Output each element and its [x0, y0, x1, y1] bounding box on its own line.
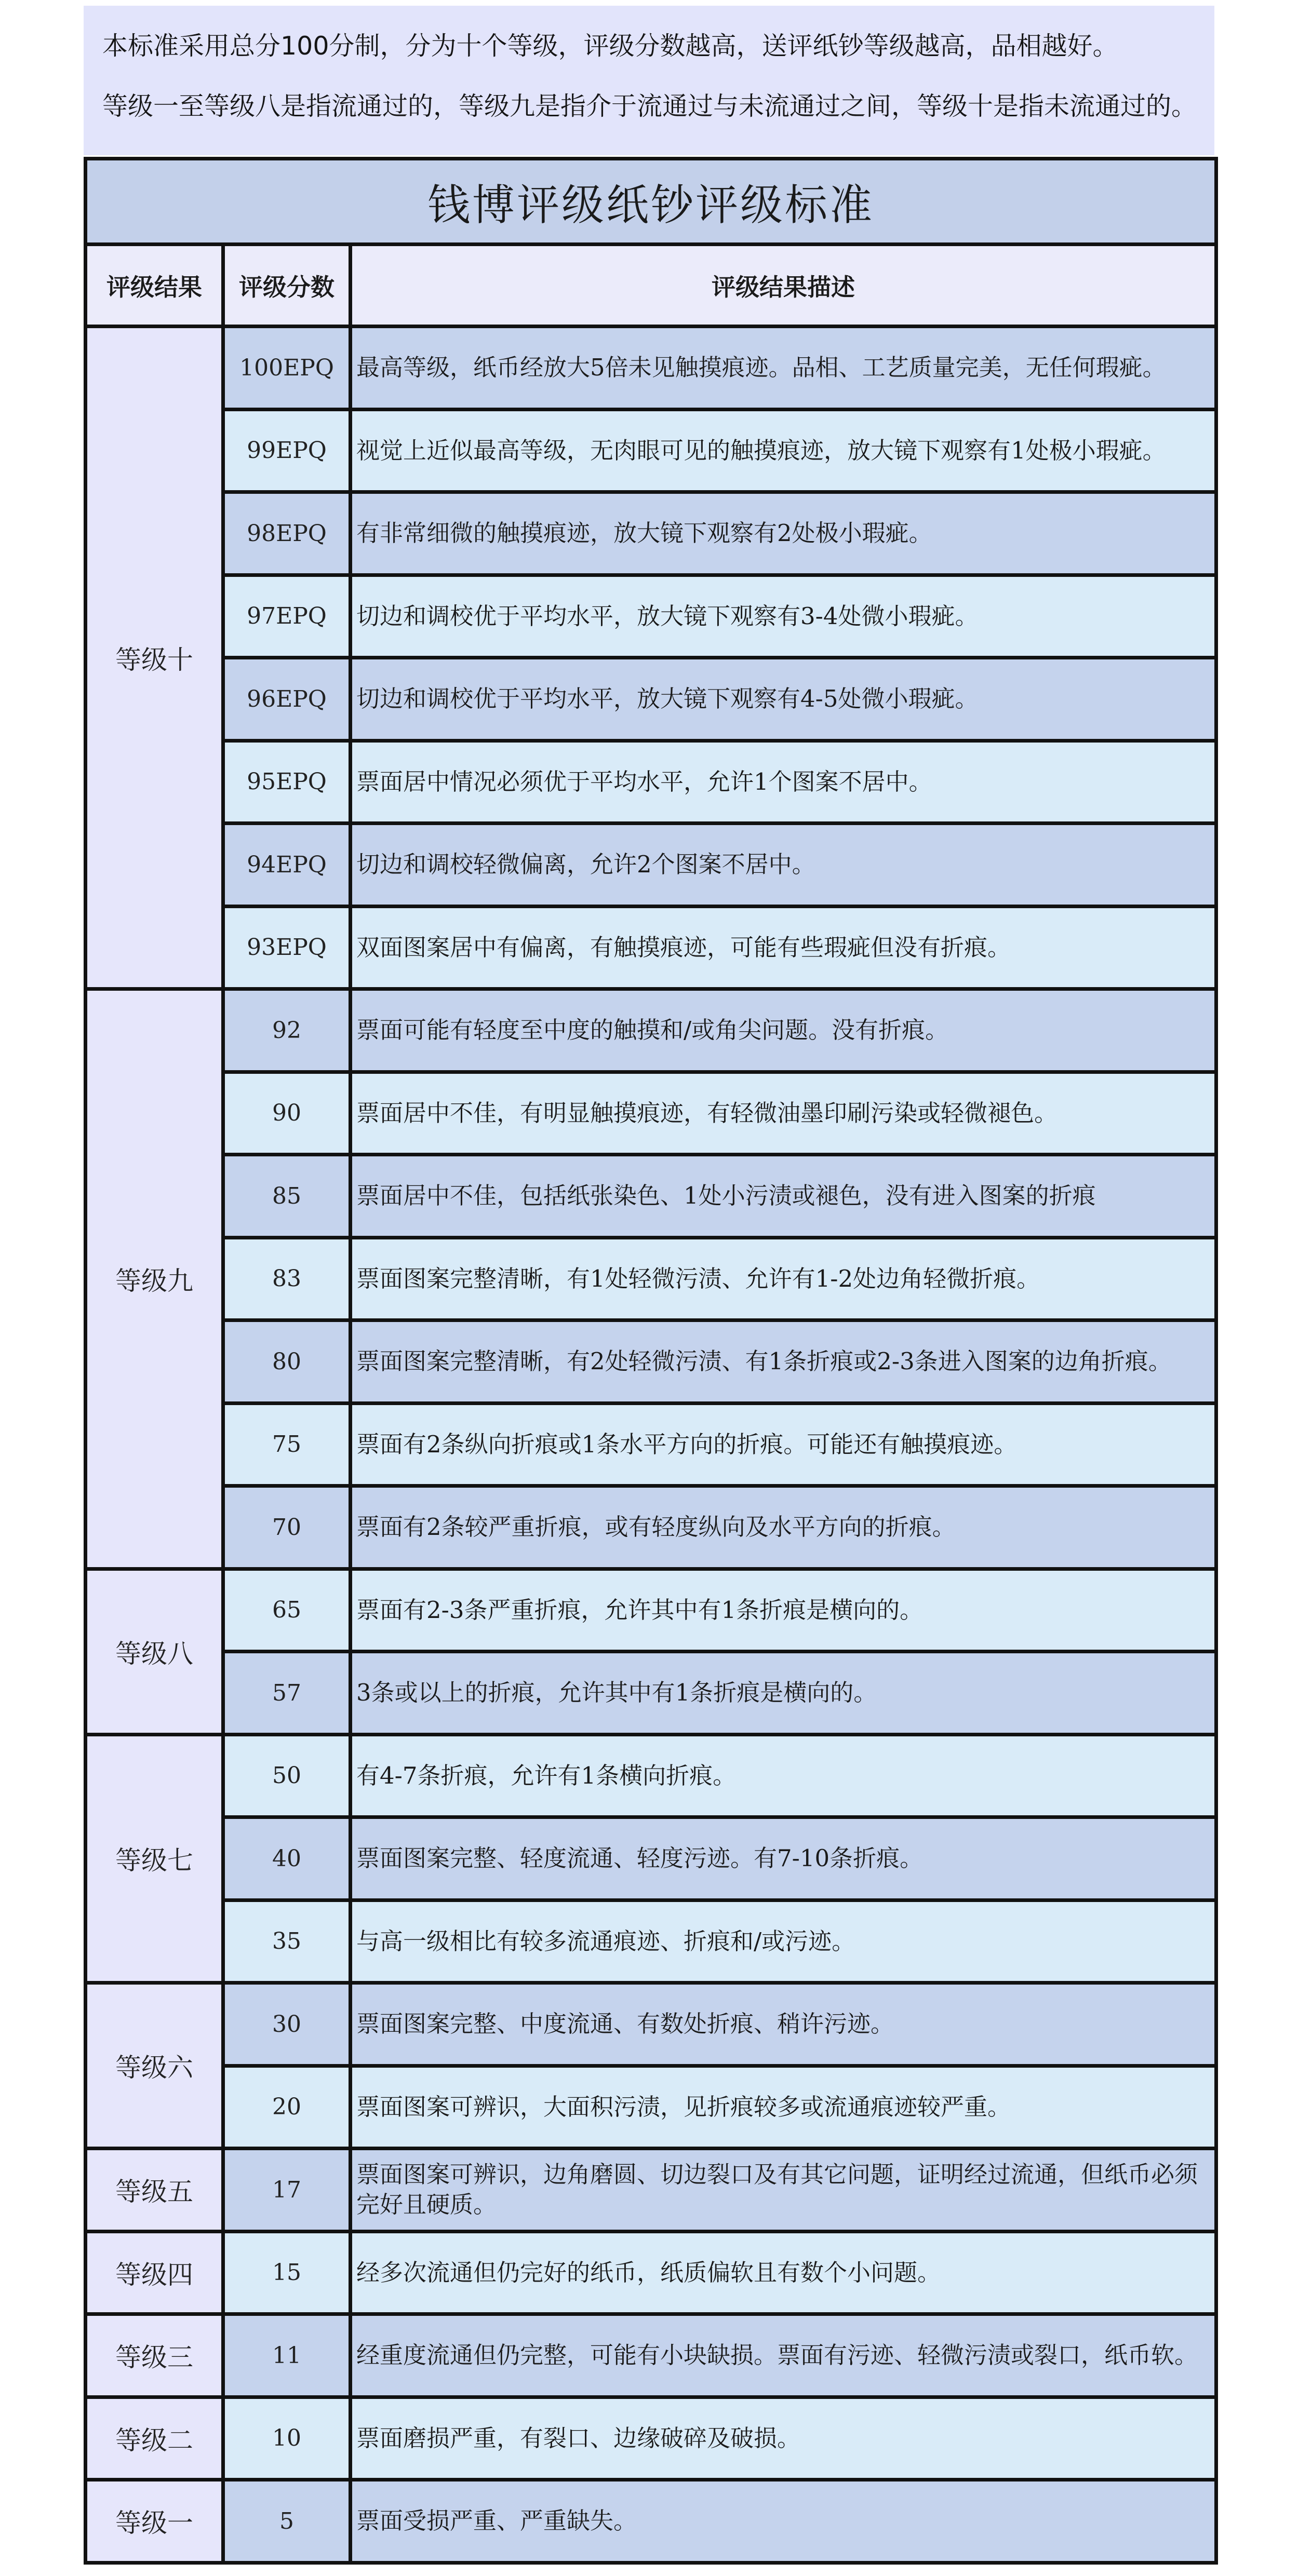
grade-score: 65 — [223, 1569, 351, 1652]
grade-description: 经重度流通但仍完整，可能有小块缺损。票面有污迹、轻微污渍或裂口，纸币软。 — [351, 2314, 1216, 2397]
grade-description: 票面图案可辨识，大面积污渍，见折痕较多或流通痕迹较严重。 — [351, 2066, 1216, 2149]
table-row — [86, 492, 1216, 575]
grade-description: 票面磨损严重，有裂口、边缘破碎及破损。 — [351, 2397, 1216, 2480]
table-row — [86, 327, 1216, 410]
grading-standard-table — [84, 157, 1218, 2565]
grade-description: 切边和调校轻微偏离，允许2个图案不居中。 — [351, 824, 1216, 907]
grade-level-label: 等级八 — [86, 1569, 223, 1734]
grade-score: 95EPQ — [223, 740, 351, 824]
grade-score: 57 — [223, 1652, 351, 1735]
table-row — [86, 1237, 1216, 1320]
grade-description: 切边和调校优于平均水平，放大镜下观察有3-4处微小瑕疵。 — [351, 575, 1216, 658]
grade-score: 5 — [223, 2480, 351, 2563]
grade-level-label: 等级四 — [86, 2231, 223, 2314]
grade-description: 票面居中不佳，包括纸张染色、1处小污渍或褪色，没有进入图案的折痕 — [351, 1155, 1216, 1238]
table-row — [86, 2480, 1216, 2563]
grade-score: 94EPQ — [223, 824, 351, 907]
grade-description: 票面有2-3条严重折痕，允许其中有1条折痕是横向的。 — [351, 1569, 1216, 1652]
grade-score: 30 — [223, 1983, 351, 2066]
table-row — [86, 2231, 1216, 2314]
grade-description: 票面居中情况必须优于平均水平，允许1个图案不居中。 — [351, 740, 1216, 824]
table-row — [86, 2066, 1216, 2149]
grade-description: 票面图案完整清晰，有2处轻微污渍、有1条折痕或2-3条进入图案的边角折痕。 — [351, 1320, 1216, 1404]
grade-score: 40 — [223, 1817, 351, 1900]
grade-level-label: 等级二 — [86, 2397, 223, 2480]
column-header-row — [86, 245, 1216, 327]
grade-score: 97EPQ — [223, 575, 351, 658]
grade-description: 有4-7条折痕，允许有1条横向折痕。 — [351, 1734, 1216, 1817]
table-row — [86, 1486, 1216, 1569]
intro-banner — [84, 6, 1214, 155]
table-row — [86, 1072, 1216, 1155]
table-row — [86, 658, 1216, 741]
grade-description: 票面有2条纵向折痕或1条水平方向的折痕。可能还有触摸痕迹。 — [351, 1403, 1216, 1486]
grade-level-label: 等级一 — [86, 2480, 223, 2563]
table-row — [86, 1569, 1216, 1652]
table-row — [86, 1320, 1216, 1404]
grade-score: 96EPQ — [223, 658, 351, 741]
grade-level-label: 等级三 — [86, 2314, 223, 2397]
grade-description: 票面受损严重、严重缺失。 — [351, 2480, 1216, 2563]
grade-score: 35 — [223, 1900, 351, 1983]
table-title-row — [86, 159, 1216, 245]
column-header-description: 评级结果描述 — [351, 245, 1216, 327]
grade-description: 票面有2条较严重折痕，或有轻度纵向及水平方向的折痕。 — [351, 1486, 1216, 1569]
grade-score: 80 — [223, 1320, 351, 1404]
grade-score: 93EPQ — [223, 906, 351, 989]
grade-description: 票面图案完整清晰，有1处轻微污渍、允许有1-2处边角轻微折痕。 — [351, 1237, 1216, 1320]
grade-score: 15 — [223, 2231, 351, 2314]
grade-score: 100EPQ — [223, 327, 351, 410]
grade-level-label: 等级七 — [86, 1734, 223, 1983]
table-row — [86, 1983, 1216, 2066]
grade-score: 11 — [223, 2314, 351, 2397]
grade-description: 3条或以上的折痕，允许其中有1条折痕是横向的。 — [351, 1652, 1216, 1735]
column-header-result: 评级结果 — [86, 245, 223, 327]
grade-level-label: 等级六 — [86, 1983, 223, 2149]
grade-description: 经多次流通但仍完好的纸币，纸质偏软且有数个小问题。 — [351, 2231, 1216, 2314]
table-row — [86, 740, 1216, 824]
grade-score: 99EPQ — [223, 409, 351, 492]
grade-description: 票面图案完整、轻度流通、轻度污迹。有7-10条折痕。 — [351, 1817, 1216, 1900]
grade-score: 85 — [223, 1155, 351, 1238]
grade-description: 票面图案完整、中度流通、有数处折痕、稍许污迹。 — [351, 1983, 1216, 2066]
grade-score: 10 — [223, 2397, 351, 2480]
grade-score: 83 — [223, 1237, 351, 1320]
table-title: 钱博评级纸钞评级标准 — [86, 159, 1216, 245]
table-row — [86, 1900, 1216, 1983]
grade-description: 票面图案可辨识，边角磨圆、切边裂口及有其它问题，证明经过流通，但纸币必须完好且硬质。 — [351, 2149, 1216, 2232]
grade-score: 98EPQ — [223, 492, 351, 575]
table-row — [86, 824, 1216, 907]
grade-score: 20 — [223, 2066, 351, 2149]
table-row — [86, 989, 1216, 1072]
table-row — [86, 906, 1216, 989]
grade-description: 票面可能有轻度至中度的触摸和/或角尖问题。没有折痕。 — [351, 989, 1216, 1072]
grade-score: 17 — [223, 2149, 351, 2232]
grade-description: 有非常细微的触摸痕迹，放大镜下观察有2处极小瑕疵。 — [351, 492, 1216, 575]
table-row — [86, 575, 1216, 658]
grade-level-label: 等级五 — [86, 2149, 223, 2232]
grade-score: 90 — [223, 1072, 351, 1155]
table-row — [86, 1734, 1216, 1817]
table-body — [86, 327, 1216, 2563]
intro-line-2: 等级一至等级八是指流通过的，等级九是指介于流通过与未流通过之间，等级十是指未流通过的。 — [102, 91, 1197, 121]
intro-line-1: 本标准采用总分100分制，分为十个等级，评级分数越高，送评纸钞等级越高，品相越好。 — [102, 31, 1118, 61]
table-row — [86, 2149, 1216, 2232]
grade-description: 双面图案居中有偏离，有触摸痕迹，可能有些瑕疵但没有折痕。 — [351, 906, 1216, 989]
column-header-score: 评级分数 — [223, 245, 351, 327]
table-row — [86, 409, 1216, 492]
table-row — [86, 1817, 1216, 1900]
grade-description: 视觉上近似最高等级，无肉眼可见的触摸痕迹，放大镜下观察有1处极小瑕疵。 — [351, 409, 1216, 492]
table-row — [86, 2397, 1216, 2480]
grade-level-label: 等级十 — [86, 327, 223, 989]
table-row — [86, 2314, 1216, 2397]
grade-description: 最高等级，纸币经放大5倍未见触摸痕迹。品相、工艺质量完美，无任何瑕疵。 — [351, 327, 1216, 410]
grade-score: 92 — [223, 989, 351, 1072]
grade-description: 切边和调校优于平均水平，放大镜下观察有4-5处微小瑕疵。 — [351, 658, 1216, 741]
table-row — [86, 1403, 1216, 1486]
table-row — [86, 1155, 1216, 1238]
grade-level-label: 等级九 — [86, 989, 223, 1569]
grade-score: 70 — [223, 1486, 351, 1569]
table-row — [86, 1652, 1216, 1735]
grade-description: 票面居中不佳，有明显触摸痕迹，有轻微油墨印刷污染或轻微褪色。 — [351, 1072, 1216, 1155]
grade-score: 75 — [223, 1403, 351, 1486]
grade-description: 与高一级相比有较多流通痕迹、折痕和/或污迹。 — [351, 1900, 1216, 1983]
grade-score: 50 — [223, 1734, 351, 1817]
